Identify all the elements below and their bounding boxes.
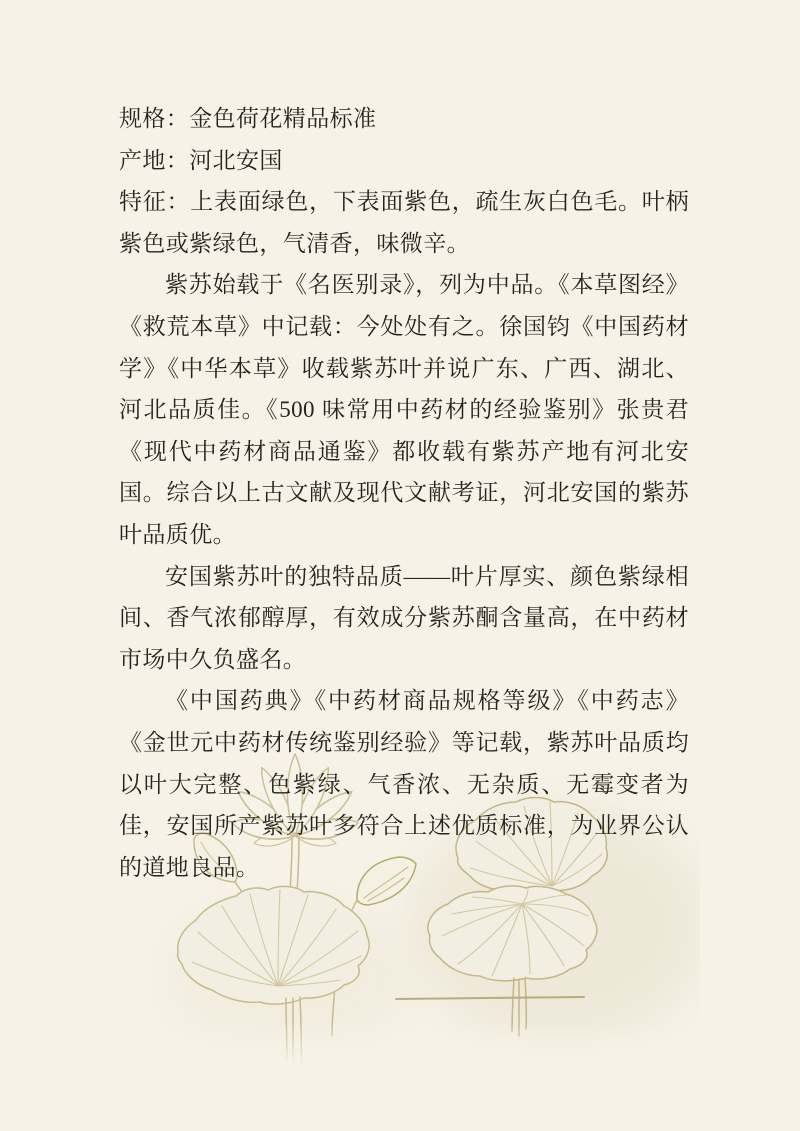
lotus-leaf-left bbox=[178, 886, 370, 1004]
spec-line-features: 特征：上表面绿色，下表面紫色，疏生灰白色毛。叶柄紫色或紫绿色，气清香，味微辛。 bbox=[119, 189, 689, 256]
spec-line-grade: 规格：金色荷花精品标准 bbox=[119, 106, 377, 131]
lotus-leaf-bottom-right bbox=[428, 886, 597, 981]
spec-line-origin: 产地：河北安国 bbox=[119, 147, 283, 173]
paragraph-quality: 安国紫苏叶的独特品质——叶片厚实、颜色紫绿相间、香气浓郁醇厚，有效成分紫苏酮含量高，在中药材市场中久负盛名。 bbox=[119, 563, 689, 672]
paragraph-standards: 《中国药典》《中药材商品规格等级》《中药志》《金世元中药材传统鉴别经验》等记载，紫苏叶品质均以叶大完整、色紫绿、气香浓、无杂质、无霉变者为佳，安国所产紫苏叶多符合上述优质标准，为业界公认的道地良品。 bbox=[119, 688, 689, 880]
fade-overlay bbox=[140, 1022, 700, 1080]
paragraph-literature: 紫苏始载于《名医别录》，列为中品。《本草图经》《救荒本草》中记载：今处处有之。徐国钧《中国药材学》《中华本草》收载紫苏叶并说广东、广西、湖北、河北品质佳。《500 味常用中药材的经验鉴别》张贵君《现代中药材商品通鉴》都收载有紫苏产地有河北安国。综合以上古文献及现代文献考证，河北安国的紫苏叶品质优。 bbox=[119, 272, 689, 547]
document-text bbox=[119, 98, 689, 888]
